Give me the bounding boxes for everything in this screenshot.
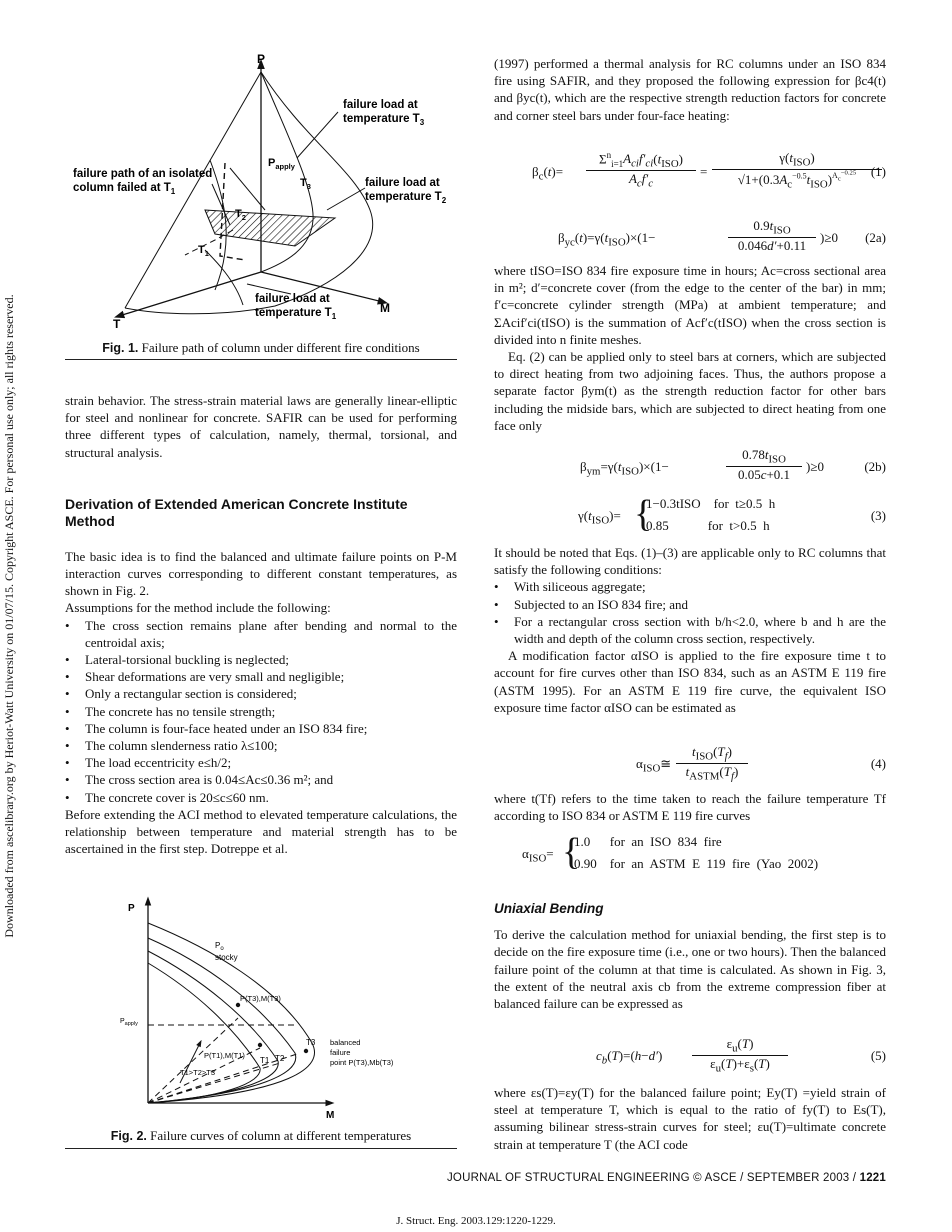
fig1-label-t3-load: failure load at (343, 99, 418, 111)
right-column-alpha-text (494, 790, 886, 824)
right-paragraph-5: A modification factor αISO is applied to the fire exposure time t to account for fire curves other than ISO 834, such as an ASTM E 119 fire (ASTM 1995). For an ASTM E 119 fire curve, the equivalent ISO exposure time factor αISO can be estimated as (494, 648, 886, 715)
list-item: • The cross section area is 0.04≤Ac≤0.36 m²; and (65, 771, 457, 788)
svg-text:point P(T3),Mb(T3): point P(T3),Mb(T3) (330, 1058, 394, 1067)
list-item: • Lateral-torsional buckling is neglected; (65, 651, 457, 668)
svg-text:Po: $P_o$ (215, 941, 224, 952)
right-column-intro (494, 55, 886, 124)
equation-5: $c_b(T)=(h-d')$ $\frac{\varepsilon_u(T)}{\varepsilon_u(T)+\varepsilon_s(T)}$ (5) (596, 1036, 886, 1075)
list-item: • With siliceous aggregate; (494, 578, 886, 595)
svg-text:Papply: $P_{apply}$ (268, 157, 295, 171)
right-paragraph-6: where t(Tf) refers to the time taken to reach the failure temperature Tf according to ISO 834 or ASTM E 119 fire curves (494, 791, 886, 824)
right-paragraph-7: To derive the calculation method for uniaxial bending, the first step is to decide on the fire exposure time (i.e., one or two hours). Then the balanced failure point of the column at that time is calculated. As shown in Fig. 3, the extent of the neutral axis cb from the extreme compression fiber at balanced failure can be expressed as (494, 927, 886, 1012)
left-column (65, 392, 457, 857)
fig1-label-t1-load: failure load at (255, 293, 330, 305)
page-footer: JOURNAL OF STRUCTURAL ENGINEERING © ASCE / SEPTEMBER 2003 / 1221 (446, 1172, 886, 1184)
equation-1: $\beta_c(t)=$ $\Sigma^n_{i=1}A_{ci}f'_{ci}(t_{ISO})$ $A_cf'_c$ = $\gamma(t_{ISO})$ $√1+(0.3A_c^{-0.5}t_{ISO})^{A_c^{-0.25}}$ (1) (532, 150, 886, 191)
left-paragraph-1: strain behavior. The stress-strain material laws are generally linear-elliptic for steel and nonlinear for concrete. SAFIR can be used for performing three different types of calculation, namely, thermal, torsional, and structural analysis. (65, 393, 457, 460)
equation-alpha-cases: $\alpha_{ISO}=$ { 1.0 for an ISO 834 fire 0.90 for an ASTM E 119 fire (Yao 2002) (522, 831, 819, 873)
right-paragraph-4: It should be noted that Eqs. (1)–(3) are applicable only to RC columns that satisfy the following conditions: (494, 545, 886, 578)
list-item: • Only a rectangular section is considered; (65, 685, 457, 702)
list-item: • The concrete has no tensile strength; (65, 703, 457, 720)
list-item: • Subjected to an ISO 834 fire; and (494, 596, 886, 613)
fig1-axis-m-label: M (380, 301, 390, 315)
svg-text:T3: T3 (306, 1038, 316, 1047)
figure-1 (65, 50, 460, 342)
right-column-uniaxial (494, 900, 886, 1012)
fig2-balanced-2: failure (330, 1048, 351, 1057)
svg-text:column failed at T1: column failed at $T_1$ (73, 182, 176, 196)
svg-text:T1: $T_1$ (198, 244, 209, 258)
fig2-balanced-1: balanced (330, 1038, 361, 1047)
right-paragraph-1: (1997) performed a thermal analysis for RC columns under an ISO 834 fire using SAFIR, and they proposed the following expression for βc4(t) and βyc(t), which are the respective strength reduction factors for concrete and corner steel bars under four-face heating: (494, 56, 886, 123)
svg-text:T2: T2 (275, 1054, 285, 1063)
svg-text:temperature T2: temperature $T_2$ (365, 191, 447, 205)
fig2-axis-p: P (128, 903, 135, 914)
fig1-axis-t-label: T (113, 317, 121, 331)
svg-text:temperature T3: temperature $T_3$ (343, 113, 425, 127)
svg-text:temperature T1: temperature $T_1$ (255, 307, 337, 321)
list-item: • Shear deformations are very small and negligible; (65, 668, 457, 685)
equation-4: $\alpha_{ISO}≅$ $t_{ISO}(T_f)$ $t_{ASTM}(T_f)$ (4) (636, 744, 886, 783)
left-paragraph-2: The basic idea is to find the balanced and ultimate failure points on P-M interaction curves corresponding to different constant temperatures, as shown in Fig. 2. (65, 548, 457, 599)
equation-2a: $\beta_{yc}(t)=\gamma(t_{ISO})\times(1-$ $0.9t_{ISO}$ 0.046d′+0.11 )≥0 (2a) (558, 218, 886, 253)
page-number: 1221 (859, 1172, 886, 1184)
assumptions-list (65, 617, 457, 806)
left-paragraph-3: Assumptions for the method include the following: (65, 600, 331, 616)
svg-text:P(T3),M(T3): P(T3),M(T3) (240, 994, 281, 1003)
list-item: • The cross section remains plane after bending and normal to the centroidal axis; (65, 617, 457, 651)
figure-2 (120, 893, 420, 1125)
fig1-caption: Fig. 1. Failure path of column under different fire conditions (102, 340, 420, 355)
fig2-stocky: stocky (215, 953, 238, 962)
fig1-axis-p-label: P (257, 52, 266, 66)
svg-text:T1: T1 (260, 1056, 270, 1065)
svg-text:T2: $T_2$ (235, 208, 246, 222)
fig2-axis-m: M (326, 1110, 335, 1121)
svg-text:T3: $T_3$ (300, 177, 311, 191)
fig2-caption: Fig. 2. Failure curves of column at different temperatures (110, 1128, 412, 1143)
fig1-t-axis (119, 272, 261, 316)
right-paragraph-2: where tISO=ISO 834 fire exposure time in hours; Ac=cross sectional area in m²; d′=concrete cover (from the edge to the center of the bar) in mm; f′c=concrete cylinder strength (MPa) at ambient temperature; and ΣAcif′ci(tISO) is the summation of Acf′c(tISO) when the cross section is divided into n finite meshes. (494, 263, 886, 347)
right-paragraph-8: where εs(T)=εy(T) for the balanced failure point; Ey(T) =yield strain of steel at temperature T, which is equal to the ratio of fy(T) to Es(T), assuming bilinear stress-strain curves for steel; εu(T)=ultimate concrete strain at temperature T (the ACI code (494, 1085, 886, 1152)
equation-3: $\gamma(t_{ISO})=$ { 1−0.3tISO for t≥0.5 h 0.85 for t>0.5 h (3) (578, 493, 886, 535)
list-item: • The concrete cover is 20≤c≤60 nm. (65, 789, 457, 806)
list-item: • For a rectangular cross section with b/h<2.0, where b and h are the width and depth of the column cross section, respectively. (494, 613, 886, 647)
citation-line: J. Struct. Eng. 2003.129:1220-1229. (396, 1215, 556, 1227)
equation-2b: $\beta_{ym}=\gamma(t_{ISO})\times(1-$ $0.78t_{ISO}$ 0.05c+0.1 )≥0 (2b) (580, 447, 886, 482)
right-paragraph-3: Eq. (2) can be applied only to steel bars at corners, which are subjected to direct heating from two adjoining faces. Thus, the authors propose a separate factor βym(t) as the strength reduction factor for other bars including the midside bars, which are subjected to direct heating from one face only (494, 349, 886, 433)
download-notice: Downloaded from ascelibrary.org by Heriot-Watt University on 01/07/15. Copyright ASCE. For personal use only; all rights reserved. (2, 294, 16, 938)
right-column-mid (494, 262, 886, 434)
list-item: • The column is four-face heated under an ISO 834 fire; (65, 720, 457, 737)
left-paragraph-4: Before extending the ACI method to elevated temperature calculations, the relationship between temperature and material strength has to be ascertained in the first step. Dotreppe et al. (65, 806, 457, 857)
svg-text:P(T1),M(T1): P(T1),M(T1) (204, 1051, 245, 1060)
right-column-end (494, 1084, 886, 1153)
svg-text:Papply: $P_{apply}$ (120, 1018, 138, 1027)
fig1-label-t2-load: failure load at (365, 177, 440, 189)
right-column-conditions (494, 544, 886, 716)
list-item: • The column slenderness ratio λ≤100; (65, 737, 457, 754)
list-item: • The load eccentricity e≤h/2; (65, 754, 457, 771)
svg-text:T1>T2>T3: T1>T2>T3 (180, 1068, 216, 1077)
conditions-list (494, 578, 886, 647)
fig2-curve-t3 (148, 963, 260, 1103)
section-heading-extended-aci: Derivation of Extended American Concrete Institute Method (65, 495, 408, 529)
section-heading-uniaxial-bending: Uniaxial Bending (494, 901, 604, 916)
fig1-label-path: failure path of an isolated (73, 168, 213, 180)
